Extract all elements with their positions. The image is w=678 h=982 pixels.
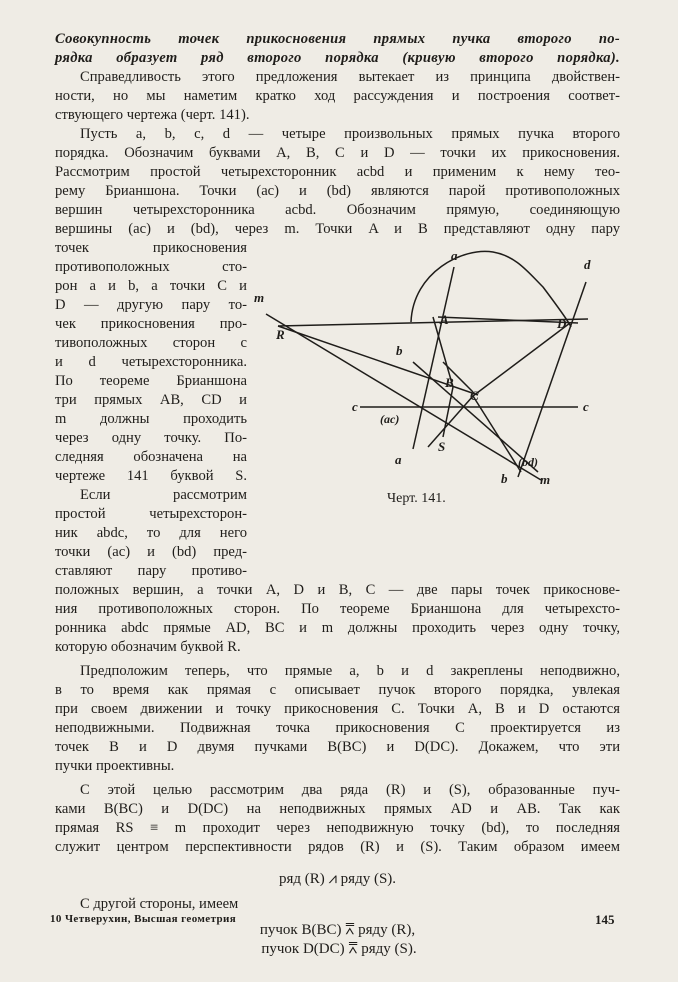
formula-2: пучок B(BC) ⩞ ряду (R), — [259, 922, 416, 938]
line-dc — [473, 323, 570, 396]
side-text-line: Если рассмотрим — [80, 487, 247, 503]
label-B: B — [445, 375, 454, 390]
label-m-left: m — [254, 290, 265, 305]
label-a-bottom: a — [395, 452, 402, 467]
label-C: C — [470, 388, 479, 403]
line-bs — [443, 387, 453, 437]
text-line: пучки проективны. — [55, 758, 175, 774]
label-b-bottom: b — [501, 471, 508, 486]
label-bd: (bd) — [518, 455, 538, 469]
side-text-line: m должны проходить — [55, 411, 247, 427]
text-line: при своем движении и точку прикосновения C. Точки A, B и D остаются — [55, 701, 620, 717]
side-text-line: три прямых AB, CD и — [55, 392, 247, 408]
text-line: ствующего чертежа (черт. 141). — [55, 107, 250, 123]
side-text-line: простой четырехсторон- — [55, 506, 247, 522]
text-line: в то время как прямая c описывает пучок второго порядка, увлекая — [55, 682, 620, 698]
label-D: D — [557, 316, 567, 331]
text-line: Пусть a, b, c, d — четыре произвольных прямых пучка второго — [80, 126, 620, 142]
side-text-line: точки (ac) и (bd) пред- — [55, 544, 247, 560]
side-text-line: ставляют пару противо- — [55, 563, 247, 579]
side-text-line: точек прикосновения — [55, 240, 247, 256]
text-line: порядка. Обозначим буквами A, B, C и D — точки их прикосновения. — [55, 145, 620, 161]
text-line: положных вершин, а точки A, D и B, C — две пары точек прикоснове- — [55, 582, 620, 598]
text-line: С этой целью рассмотрим два ряда (R) и (S), образованные пуч- — [80, 782, 620, 798]
line-a — [413, 267, 454, 449]
text-line: точек B и D двумя пучками B(BC) и D(DC). Докажем, что эти — [55, 739, 620, 755]
label-A: A — [440, 312, 449, 327]
line-sc — [428, 396, 473, 447]
label-d-top: d — [584, 257, 591, 272]
side-text-line: и d четырехсторонника. — [55, 354, 247, 370]
side-text-line: ник abdc, то для него — [55, 525, 247, 541]
side-text-line: противоположных сто- — [55, 259, 247, 275]
text-line: ности, но мы наметим кратко ход рассуждения и построения соответ- — [55, 88, 620, 104]
footer-left: 10 Четверухин, Высшая геометрия — [50, 913, 237, 925]
text-line: Предположим теперь, что прямые a, b и d закреплены неподвижно, — [80, 663, 620, 679]
side-text-line: чек прикосновения про- — [55, 316, 247, 332]
label-c-left: c — [352, 399, 358, 414]
text-line: ния противоположных сторон. По теореме Брианшона для четырехсто- — [55, 601, 620, 617]
figure-caption: Черт. 141. — [387, 491, 446, 506]
label-ac: (ac) — [380, 412, 400, 426]
formula-1: ряд (R) ⩘ ряду (S). — [278, 871, 397, 887]
text-line: вершин четырехсторонника acbd. Обозначим прямую, соединяющую — [55, 202, 620, 218]
line-d — [518, 282, 586, 477]
label-m-right: m — [540, 472, 551, 487]
side-text-line: чертеже 141 буквой S. — [55, 468, 247, 484]
figure-141 — [248, 232, 626, 487]
text-line: ронника abdc прямые AD, BC и m должны проходить через одну точку, — [55, 620, 620, 636]
conic-curve — [411, 251, 571, 327]
text-line: которую обозначим буквой R. — [55, 639, 241, 655]
text-line: вершины (ac) и (bd), через m. Точки A и B представляют одну пару — [55, 221, 620, 237]
text-line: Справедливость этого предложения вытекает из принципа двойствен- — [80, 69, 620, 85]
page-number: 145 — [595, 912, 615, 927]
side-text-line: рон a и b, а точки C и — [55, 278, 247, 294]
text-line: служит центром перспективности рядов (R) и (S). Таким образом имеем — [55, 839, 620, 855]
text-line: прямая RS ≡ m проходит через неподвижную точку (bd), то последняя — [55, 820, 620, 836]
text-line: ками B(BC) и D(DC) на неподвижных прямых AD и AB. Так как — [55, 801, 620, 817]
label-S: S — [438, 439, 446, 454]
label-c-right: c — [583, 399, 589, 414]
side-text-line: через одну точку. По- — [55, 430, 247, 446]
text-line: Рассмотрим простой четырехсторонник acbd и применим к нему тео- — [55, 164, 620, 180]
side-text-line: тивоположных сторон c — [55, 335, 247, 351]
side-text-line: По теореме Брианшона — [55, 373, 247, 389]
label-b: b — [396, 343, 403, 358]
formula-3: пучок D(DC) ⩞ ряду (S). — [261, 941, 417, 957]
side-text-line: следняя обозначена на — [55, 449, 247, 465]
side-text-line: D — другую пару то- — [55, 297, 247, 313]
text-line: рему Брианшона. Точки (ac) и (bd) являются парой противоположных — [55, 183, 620, 199]
text-line: неподвижными. Подвижная точка прикосновения C проектируется из — [55, 720, 620, 736]
label-r: R — [276, 327, 285, 342]
text-line: рядка образует ряд второго порядка (кривую второго порядка). — [55, 50, 620, 66]
text-line: Совокупность точек прикосновения прямых пучка второго по- — [55, 31, 620, 47]
text-line: С другой стороны, имеем — [80, 896, 239, 912]
label-a-top: a — [451, 248, 458, 263]
line-r-horizontal — [278, 319, 588, 326]
line-m — [266, 314, 541, 480]
